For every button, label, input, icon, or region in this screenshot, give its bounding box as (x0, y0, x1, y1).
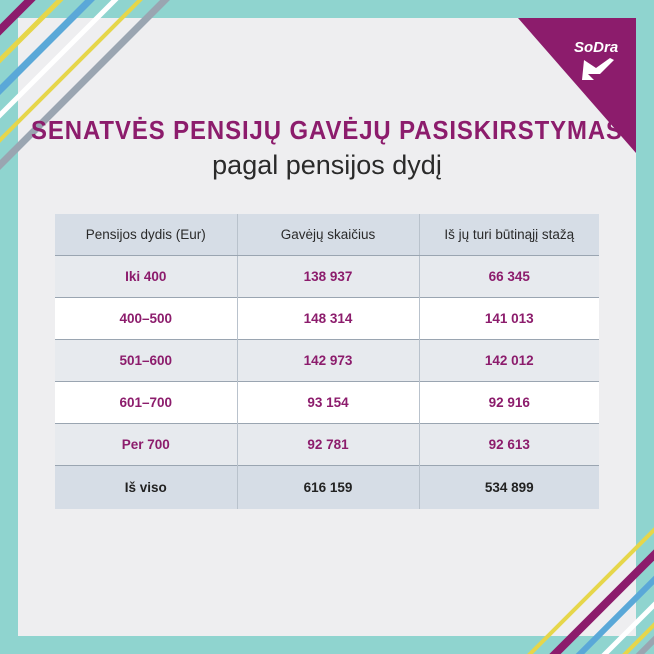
cell-range: Iki 400 (55, 256, 237, 298)
cell-range: 501–600 (55, 340, 237, 382)
cell-range: 400–500 (55, 298, 237, 340)
cell-service: 92 916 (419, 382, 599, 424)
table-row (55, 382, 599, 424)
total-service: 534 899 (419, 466, 599, 510)
table-header-row (55, 214, 599, 256)
cell-count: 142 973 (237, 340, 419, 382)
header-required-service: Iš jų turi būtinąjį stažą (419, 214, 599, 256)
cell-count: 148 314 (237, 298, 419, 340)
pension-table (55, 214, 599, 509)
cell-count: 92 781 (237, 424, 419, 466)
cell-range: 601–700 (55, 382, 237, 424)
table-row (55, 340, 599, 382)
page-subtitle: pagal pensijos dydį (212, 150, 442, 180)
svg-text:SoDra: SoDra (574, 39, 619, 56)
cell-range: Per 700 (55, 424, 237, 466)
header-pension-size: Pensijos dydis (Eur) (55, 214, 237, 256)
total-count: 616 159 (237, 466, 419, 510)
page-title: SENATVĖS PENSIJŲ GAVĖJŲ PASISKIRSTYMAS (31, 115, 623, 145)
total-label: Iš viso (55, 466, 237, 510)
table-row (55, 424, 599, 466)
cell-service: 92 613 (419, 424, 599, 466)
cell-service: 141 013 (419, 298, 599, 340)
table-row (55, 298, 599, 340)
cell-count: 93 154 (237, 382, 419, 424)
table-total-row (55, 466, 599, 510)
header-recipient-count: Gavėjų skaičius (237, 214, 419, 256)
table-row (55, 256, 599, 298)
cell-count: 138 937 (237, 256, 419, 298)
cell-service: 66 345 (419, 256, 599, 298)
cell-service: 142 012 (419, 340, 599, 382)
